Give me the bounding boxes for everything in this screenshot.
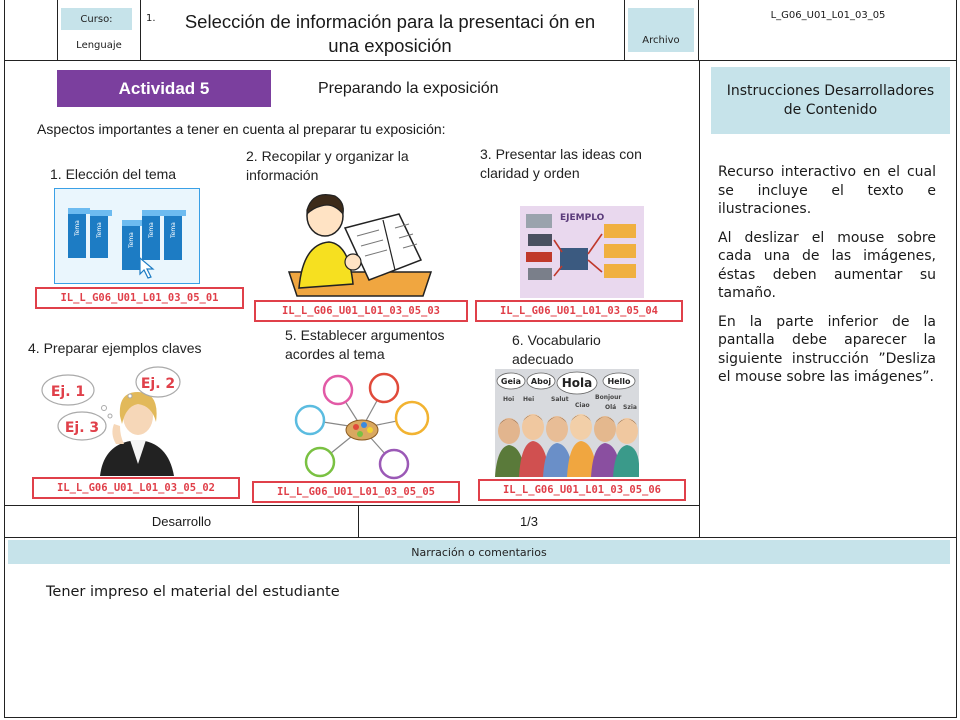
header-div-1 bbox=[57, 0, 58, 60]
header-div-4 bbox=[698, 0, 699, 60]
image-code-3: IL_L_G06_U01_L01_03_05_03 bbox=[254, 300, 468, 322]
svg-text:Hoi: Hoi bbox=[503, 396, 515, 403]
frame-right bbox=[956, 0, 957, 718]
svg-text:Hei: Hei bbox=[523, 396, 535, 403]
activity-subtitle: Preparando la exposición bbox=[318, 80, 499, 97]
instruction-paragraph-3: En la parte inferior de la pantalla debe aparecer la siguiente instrucción ”Desliza el mouse sobre las imágenes”. bbox=[718, 313, 936, 385]
header-bottom bbox=[4, 60, 957, 61]
image-code-1: IL_L_G06_U01_L01_03_05_01 bbox=[35, 287, 244, 309]
slide-example-illustration[interactable] bbox=[520, 206, 644, 298]
svg-text:Geia: Geia bbox=[500, 377, 522, 386]
svg-text:Hola: Hola bbox=[561, 376, 593, 390]
activity-intro: Aspectos importantes a tener en cuenta al preparar tu exposición: bbox=[37, 121, 446, 137]
svg-text:Hello: Hello bbox=[607, 377, 631, 386]
vocabulary-illustration[interactable] bbox=[495, 369, 639, 477]
item-label-2: 2. Recopilar y organizar la información bbox=[246, 148, 409, 183]
footer-section: Desarrollo bbox=[151, 514, 212, 529]
content-divider bbox=[699, 60, 700, 537]
books-illustration[interactable] bbox=[54, 188, 200, 284]
frame-bottom bbox=[4, 717, 957, 718]
bubble-ej3: Ej. 3 bbox=[64, 420, 100, 436]
svg-text:EJEMPLO: EJEMPLO bbox=[560, 213, 605, 223]
page-title: Selección de información para la presentaci ón en una exposición bbox=[184, 11, 596, 56]
lesson-number: 1. bbox=[146, 13, 156, 24]
image-code-4: IL_L_G06_U01_L01_03_05_04 bbox=[475, 300, 683, 322]
footer-bottom bbox=[4, 537, 957, 538]
svg-text:Tema: Tema bbox=[170, 222, 177, 238]
item-label-5: 5. Establecer argumentos acordes al tema bbox=[285, 327, 445, 362]
item-label-3: 3. Presentar las ideas con claridad y orden bbox=[480, 146, 642, 181]
student-reading-illustration[interactable] bbox=[283, 188, 437, 298]
header-div-3 bbox=[624, 0, 625, 60]
examples-woman-illustration[interactable] bbox=[40, 364, 182, 476]
item-label-6: 6. Vocabulario adecuado bbox=[512, 332, 601, 367]
svg-text:Szia: Szia bbox=[623, 404, 637, 411]
bubble-ej2: Ej. 2 bbox=[140, 376, 176, 392]
image-code-6: IL_L_G06_U01_L01_03_05_06 bbox=[478, 479, 686, 501]
svg-text:Tema: Tema bbox=[128, 232, 135, 248]
subject-label: Lenguaje bbox=[76, 40, 122, 51]
svg-text:Tema: Tema bbox=[74, 220, 81, 236]
instruction-paragraph-2: Al deslizar el mouse sobre cada una de las imágenes, éstas deben aumentar su tamaño. bbox=[718, 229, 936, 301]
bubble-ej1: Ej. 1 bbox=[50, 384, 86, 400]
svg-text:Tema: Tema bbox=[96, 222, 103, 238]
instructions-body bbox=[718, 163, 936, 397]
header-div-2 bbox=[140, 0, 141, 60]
svg-text:Aboj: Aboj bbox=[530, 377, 552, 386]
svg-text:Ciao: Ciao bbox=[575, 402, 590, 409]
argument-mindmap-illustration[interactable] bbox=[284, 372, 442, 484]
narration-text: Tener impreso el material del estudiante bbox=[46, 584, 340, 600]
frame-left bbox=[4, 0, 5, 718]
image-code-2: IL_L_G06_U01_L01_03_05_02 bbox=[32, 477, 240, 499]
instructions-heading: Instrucciones Desarrolladores de Contenido bbox=[711, 67, 950, 134]
svg-text:Salut: Salut bbox=[551, 396, 569, 403]
item-label-1: 1. Elección del tema bbox=[50, 166, 177, 182]
narration-label: Narración o comentarios bbox=[8, 540, 950, 564]
activity-badge: Actividad 5 bbox=[57, 70, 271, 107]
svg-text:Bonjour: Bonjour bbox=[595, 394, 622, 401]
image-code-5: IL_L_G06_U01_L01_03_05_05 bbox=[252, 481, 460, 503]
svg-text:Tema: Tema bbox=[148, 222, 155, 238]
curso-tag: Curso: bbox=[61, 8, 132, 30]
instruction-paragraph-1: Recurso interactivo en el cual se incluye el texto e ilustraciones. bbox=[718, 164, 936, 217]
resource-code: L_G06_U01_L01_03_05 bbox=[770, 10, 886, 21]
svg-text:Olá: Olá bbox=[605, 404, 617, 411]
item-label-4: 4. Preparar ejemplos claves bbox=[28, 340, 202, 356]
footer-top bbox=[4, 505, 699, 506]
archivo-tag: Archivo bbox=[628, 8, 694, 52]
footer-page: 1/3 bbox=[519, 514, 539, 529]
